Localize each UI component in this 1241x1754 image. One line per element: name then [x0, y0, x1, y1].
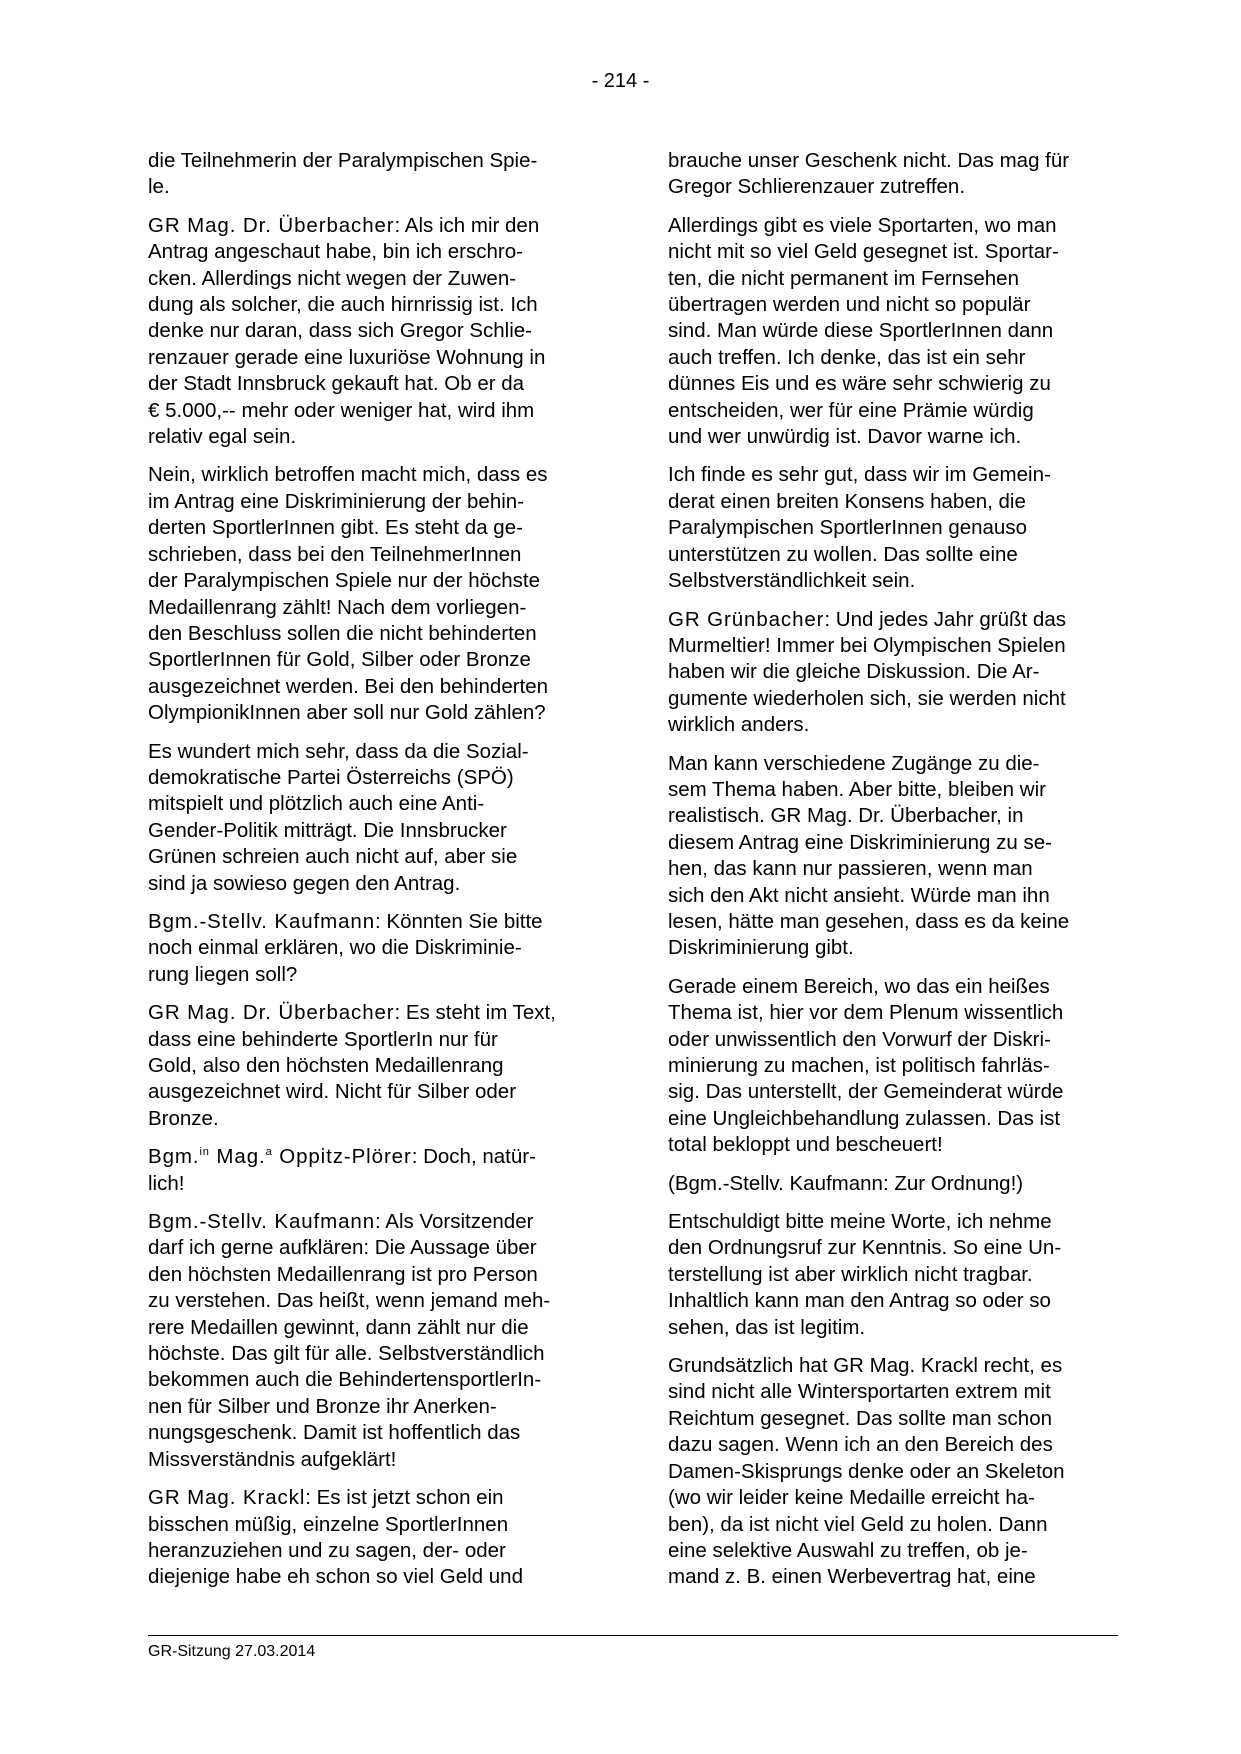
text-line [668, 1459, 1113, 1485]
text-line [668, 633, 1113, 659]
line-text: Thema ist, hier vor dem Plenum wissentlich [668, 1001, 1064, 1025]
speaker-name: GR Mag. Dr. Überbacher [148, 1001, 395, 1025]
text-line [148, 1171, 593, 1197]
text-line [148, 1512, 593, 1538]
line-text: haben wir die gleiche Diskussion. Die Ar- [668, 660, 1040, 684]
text-line [668, 213, 1113, 239]
line-text: rere Medaillen gewinnt, dann zählt nur die [148, 1315, 529, 1339]
speaker-name: Bgm.-Stellv. Kaufmann [148, 1210, 376, 1234]
line-text: OlympionikInnen aber soll nur Gold zählen? [148, 701, 546, 725]
text-line [668, 856, 1113, 882]
paragraph [148, 1485, 593, 1591]
footer-divider [148, 1635, 1118, 1636]
text-line [148, 1235, 593, 1261]
text-line [148, 1315, 593, 1341]
line-text: dung als solcher, die auch hirnrissig ist. Ich [148, 293, 538, 317]
line-text: bisschen müßig, einzelne SportlerInnen [148, 1512, 509, 1536]
paragraph [668, 607, 1113, 739]
line-text: brauche unser Geschenk nicht. Das mag für [668, 149, 1070, 172]
line-text: sehen, das ist legitim. [668, 1315, 866, 1339]
line-text: relativ egal sein. [148, 425, 297, 449]
text-line [668, 1564, 1113, 1590]
line-text: Murmeltier! Immer bei Olympischen Spielen [668, 633, 1066, 657]
line-text: dünnes Eis und es wäre sehr schwierig zu [668, 372, 1051, 396]
text-line [148, 844, 593, 870]
text-line [148, 818, 593, 844]
text-line [668, 712, 1113, 738]
speaker-part: Bgm. [148, 1145, 200, 1169]
line-text: Reichtum gesegnet. Das sollte man schon [668, 1406, 1053, 1430]
line-text: sem Thema haben. Aber bitte, bleiben wir [668, 777, 1046, 801]
line-text: Gender-Politik mitträgt. Die Innsbrucker [148, 818, 507, 842]
line-text: lich! [148, 1171, 185, 1195]
line-text: ben), da ist nicht viel Geld zu holen. Dann [668, 1512, 1048, 1536]
text-line [668, 1027, 1113, 1053]
text-line [668, 515, 1113, 541]
text-line [148, 1485, 593, 1511]
line-text: Allerdings gibt es viele Sportarten, wo man [668, 213, 1057, 237]
right-column [668, 148, 1113, 1603]
text-line [668, 542, 1113, 568]
text-line [668, 1000, 1113, 1026]
line-text: den Beschluss sollen die nicht behinderten [148, 621, 537, 645]
text-line [148, 292, 593, 318]
line-text: unterstützen zu wollen. Das sollte eine [668, 542, 1018, 566]
line-text: zu verstehen. Das heißt, wenn jemand meh- [148, 1289, 551, 1313]
line-text: heranzuziehen und zu sagen, der- oder [148, 1538, 506, 1562]
line-text: noch einmal erklären, wo die Diskriminie- [148, 936, 522, 960]
text-line [148, 909, 593, 935]
line-text: eine Ungleichbehandlung zulassen. Das ist [668, 1106, 1061, 1130]
text-line [668, 803, 1113, 829]
line-text: terstellung ist aber wirklich nicht tragbar. [668, 1262, 1033, 1286]
text-line [148, 1144, 593, 1170]
text-line [148, 1420, 593, 1446]
line-text: Bronze. [148, 1106, 219, 1130]
line-text: auch treffen. Ich denke, das ist ein sehr [668, 345, 1026, 369]
footer-text: GR-Sitzung 27.03.2014 [148, 1643, 316, 1660]
line-text: hen, das kann nur passieren, wenn man [668, 857, 1033, 881]
paragraph [668, 751, 1113, 962]
paragraph [148, 1209, 593, 1473]
paragraph [668, 1353, 1113, 1591]
line-text: le. [148, 175, 170, 199]
text-line [668, 1235, 1113, 1261]
line-text: demokratische Partei Österreichs (SPÖ) [148, 765, 514, 789]
text-line [148, 739, 593, 765]
line-text: ausgezeichnet werden. Bei den behinderten [148, 674, 549, 698]
text-line [148, 1447, 593, 1473]
text-line [668, 462, 1113, 488]
paragraph [668, 462, 1113, 594]
line-text: Gerade einem Bereich, wo das ein heißes [668, 974, 1050, 998]
text-line [668, 1209, 1113, 1235]
line-text: : Es steht im Text, [394, 1001, 556, 1025]
text-line [668, 568, 1113, 594]
paragraph [148, 462, 593, 726]
line-text: minierung zu machen, ist politisch fahrläs- [668, 1054, 1050, 1077]
text-line [148, 398, 593, 424]
line-text: : Als ich mir den [394, 213, 540, 237]
text-line [668, 1288, 1113, 1314]
line-text: sind ja sowieso gegen den Antrag. [148, 871, 461, 895]
text-line [148, 791, 593, 817]
line-text: Ich finde es sehr gut, dass wir im Gemein- [668, 463, 1051, 487]
text-line [148, 213, 593, 239]
line-text: Missverständnis aufgeklärt! [148, 1447, 397, 1471]
text-line [668, 489, 1113, 515]
text-line [668, 1538, 1113, 1564]
line-text: cken. Allerdings nicht wegen der Zuwen- [148, 266, 517, 290]
text-line [668, 1262, 1113, 1288]
left-column [148, 148, 593, 1603]
text-line [668, 1379, 1113, 1405]
text-line [668, 318, 1113, 344]
text-line [148, 542, 593, 568]
line-text: bekommen auch die BehindertensportlerIn- [148, 1368, 542, 1392]
line-text: derat einen breiten Konsens haben, die [668, 489, 1026, 513]
line-text: der Paralympischen Spiele nur der höchste [148, 569, 540, 593]
paragraph [148, 1000, 593, 1132]
line-text: Entschuldigt bitte meine Worte, ich nehme [668, 1210, 1052, 1234]
line-text: denke nur daran, dass sich Gregor Schlie- [148, 319, 533, 343]
text-line [668, 424, 1113, 450]
line-text: : Es ist jetzt schon ein [305, 1486, 504, 1510]
line-text: den höchsten Medaillenrang ist pro Person [148, 1262, 538, 1286]
line-text: und wer unwürdig ist. Davor warne ich. [668, 425, 1022, 449]
text-line [668, 777, 1113, 803]
line-text: Gold, also den höchsten Medaillenrang [148, 1054, 504, 1077]
text-line [148, 700, 593, 726]
text-line [668, 371, 1113, 397]
text-line [148, 239, 593, 265]
speaker-name: GR Mag. Dr. Überbacher [148, 213, 395, 237]
line-text: höchste. Das gilt für alle. Selbstverständlich [148, 1342, 545, 1366]
line-text: nen für Silber und Bronze ihr Anerken- [148, 1394, 497, 1418]
paragraph [668, 148, 1113, 201]
line-text: SportlerInnen für Gold, Silber oder Bronze [148, 648, 531, 672]
text-line [148, 1053, 593, 1079]
superscript: in [199, 1146, 210, 1159]
text-line [668, 174, 1113, 200]
text-line [668, 1106, 1113, 1132]
speaker-name: Bgm.-Stellv. Kaufmann [148, 909, 376, 933]
line-text: Paralympischen SportlerInnen genauso [668, 516, 1027, 540]
text-line [148, 371, 593, 397]
text-line [668, 239, 1113, 265]
text-line [668, 1485, 1113, 1511]
line-text: Grünen schreien auch nicht auf, aber sie [148, 845, 518, 869]
line-text: Nein, wirklich betroffen macht mich, dass es [148, 463, 548, 487]
line-text: total bekloppt und bescheuert! [668, 1133, 943, 1157]
line-text: diesem Antrag eine Diskriminierung zu se- [668, 830, 1052, 854]
line-text: eine selektive Auswahl zu treffen, ob je- [668, 1538, 1028, 1562]
speaker-name [148, 1145, 412, 1168]
line-text: nungsgeschenk. Damit ist hoffentlich das [148, 1421, 521, 1445]
line-text: sig. Das unterstellt, der Gemeinderat würde [668, 1080, 1064, 1104]
text-line [148, 765, 593, 791]
line-text: Damen-Skisprungs denke oder an Skeleton [668, 1459, 1065, 1483]
text-line [668, 751, 1113, 777]
text-line [148, 1564, 593, 1590]
paragraph [668, 1209, 1113, 1341]
speaker-part: Oppitz-Plörer [272, 1145, 412, 1169]
text-line [148, 595, 593, 621]
text-line [668, 1512, 1113, 1538]
line-text: : Doch, natür- [411, 1145, 536, 1169]
text-line [148, 647, 593, 673]
paragraph [148, 909, 593, 988]
line-text: rung liegen soll? [148, 962, 298, 986]
line-text: : Als Vorsitzender [375, 1210, 534, 1234]
text-line [148, 1367, 593, 1393]
line-text: Medaillenrang zählt! Nach dem vorliegen- [148, 595, 527, 619]
text-line [668, 1432, 1113, 1458]
text-line [148, 935, 593, 961]
paragraph [148, 148, 593, 201]
text-line [148, 1288, 593, 1314]
line-text: : Und jedes Jahr grüßt das [824, 607, 1066, 631]
text-line [668, 1132, 1113, 1158]
line-text: schrieben, dass bei den TeilnehmerInnen [148, 542, 522, 566]
text-line [148, 1000, 593, 1026]
line-text: (Bgm.-Stellv. Kaufmann: Zur Ordnung!) [668, 1171, 1024, 1195]
text-line [148, 515, 593, 541]
paragraph [148, 213, 593, 451]
text-line [148, 1341, 593, 1367]
line-text: Man kann verschiedene Zugänge zu die- [668, 751, 1040, 775]
text-line [148, 174, 593, 200]
speaker-name: GR Mag. Krackl [148, 1486, 306, 1510]
line-text: € 5.000,-- mehr oder weniger hat, wird ihm [148, 398, 535, 422]
speaker-name: GR Grünbacher [668, 607, 825, 631]
paragraph [148, 739, 593, 897]
line-text: (wo wir leider keine Medaille erreicht ha- [668, 1486, 1035, 1510]
text-line [668, 607, 1113, 633]
line-text: Inhaltlich kann man den Antrag so oder so [668, 1289, 1051, 1313]
text-line [668, 345, 1113, 371]
text-line [668, 398, 1113, 424]
text-line [668, 883, 1113, 909]
line-text: oder unwissentlich den Vorwurf der Diskri- [668, 1027, 1051, 1051]
text-line [668, 909, 1113, 935]
line-text: diejenige habe eh schon so viel Geld und [148, 1565, 523, 1589]
line-text: Es wundert mich sehr, dass da die Sozial- [148, 739, 529, 763]
text-line [148, 1538, 593, 1564]
line-text: gumente wiederholen sich, sie werden nicht [668, 686, 1066, 710]
text-line [668, 974, 1113, 1000]
text-line [148, 266, 593, 292]
text-line [668, 659, 1113, 685]
text-line [148, 1027, 593, 1053]
line-text: sind nicht alle Wintersportarten extrem mit [668, 1380, 1051, 1404]
line-text: darf ich gerne aufklären: Die Aussage über [148, 1236, 537, 1260]
text-line [148, 568, 593, 594]
line-text: Selbstverständlichkeit sein. [668, 569, 916, 593]
line-text: ten, die nicht permanent im Fernsehen [668, 266, 1019, 290]
line-text: entscheiden, wer für eine Prämie würdig [668, 398, 1034, 422]
text-line [148, 345, 593, 371]
line-text: sind. Man würde diese SportlerInnen dann [668, 319, 1054, 343]
text-line [148, 871, 593, 897]
line-text: im Antrag eine Diskriminierung der behin- [148, 489, 525, 513]
line-text: übertragen werden und nicht so populär [668, 293, 1031, 317]
text-line [148, 962, 593, 988]
text-line [148, 1079, 593, 1105]
line-text: Diskriminierung gibt. [668, 936, 854, 960]
line-text: mitspielt und plötzlich auch eine Anti- [148, 792, 485, 816]
text-line [148, 1209, 593, 1235]
line-text: dass eine behinderte SportlerIn nur für [148, 1027, 498, 1051]
line-text: renzauer gerade eine luxuriöse Wohnung in [148, 345, 546, 369]
line-text: nicht mit so viel Geld gesegnet ist. Sportar- [668, 240, 1059, 264]
text-line [668, 935, 1113, 961]
line-text: sich den Akt nicht ansieht. Würde man ihn [668, 883, 1050, 907]
line-text: lesen, hätte man gesehen, dass es da keine [668, 909, 1070, 933]
text-line [148, 1394, 593, 1420]
text-line [668, 1171, 1113, 1197]
text-line [668, 148, 1113, 174]
line-text: die Teilnehmerin der Paralympischen Spie- [148, 149, 538, 172]
line-text: Gregor Schlierenzauer zutreffen. [668, 175, 966, 199]
line-text: ausgezeichnet wird. Nicht für Silber oder [148, 1080, 517, 1104]
line-text: wirklich anders. [668, 713, 810, 737]
text-line [668, 292, 1113, 318]
text-line [148, 674, 593, 700]
text-line [148, 424, 593, 450]
text-line [668, 266, 1113, 292]
line-text: derten SportlerInnen gibt. Es steht da ge- [148, 516, 523, 540]
text-line [668, 1053, 1113, 1079]
line-text: der Stadt Innsbruck gekauft hat. Ob er da [148, 372, 525, 396]
text-line [148, 1262, 593, 1288]
text-line [668, 1315, 1113, 1341]
line-text: : Könnten Sie bitte [375, 909, 543, 933]
paragraph [668, 213, 1113, 451]
text-line [148, 1106, 593, 1132]
line-text: dazu sagen. Wenn ich an den Bereich des [668, 1433, 1053, 1457]
line-text: den Ordnungsruf zur Kenntnis. So eine Un- [668, 1236, 1062, 1260]
paragraph [668, 1171, 1113, 1197]
paragraph [668, 974, 1113, 1159]
text-line [668, 1406, 1113, 1432]
text-line [148, 462, 593, 488]
paragraph [148, 1144, 593, 1197]
line-text: realistisch. GR Mag. Dr. Überbacher, in [668, 804, 1024, 828]
text-line [668, 686, 1113, 712]
text-line [148, 318, 593, 344]
page-number: - 214 - [591, 70, 650, 92]
line-text: mand z. B. einen Werbevertrag hat, eine [668, 1565, 1036, 1589]
line-text: Antrag angeschaut habe, bin ich erschro- [148, 240, 523, 264]
text-line [668, 1353, 1113, 1379]
text-line [148, 489, 593, 515]
text-line [668, 1079, 1113, 1105]
text-line [148, 148, 593, 174]
text-line [668, 830, 1113, 856]
superscript: a [265, 1146, 273, 1159]
line-text: Grundsätzlich hat GR Mag. Krackl recht, es [668, 1354, 1063, 1378]
text-line [148, 621, 593, 647]
speaker-part: Mag. [209, 1145, 266, 1169]
